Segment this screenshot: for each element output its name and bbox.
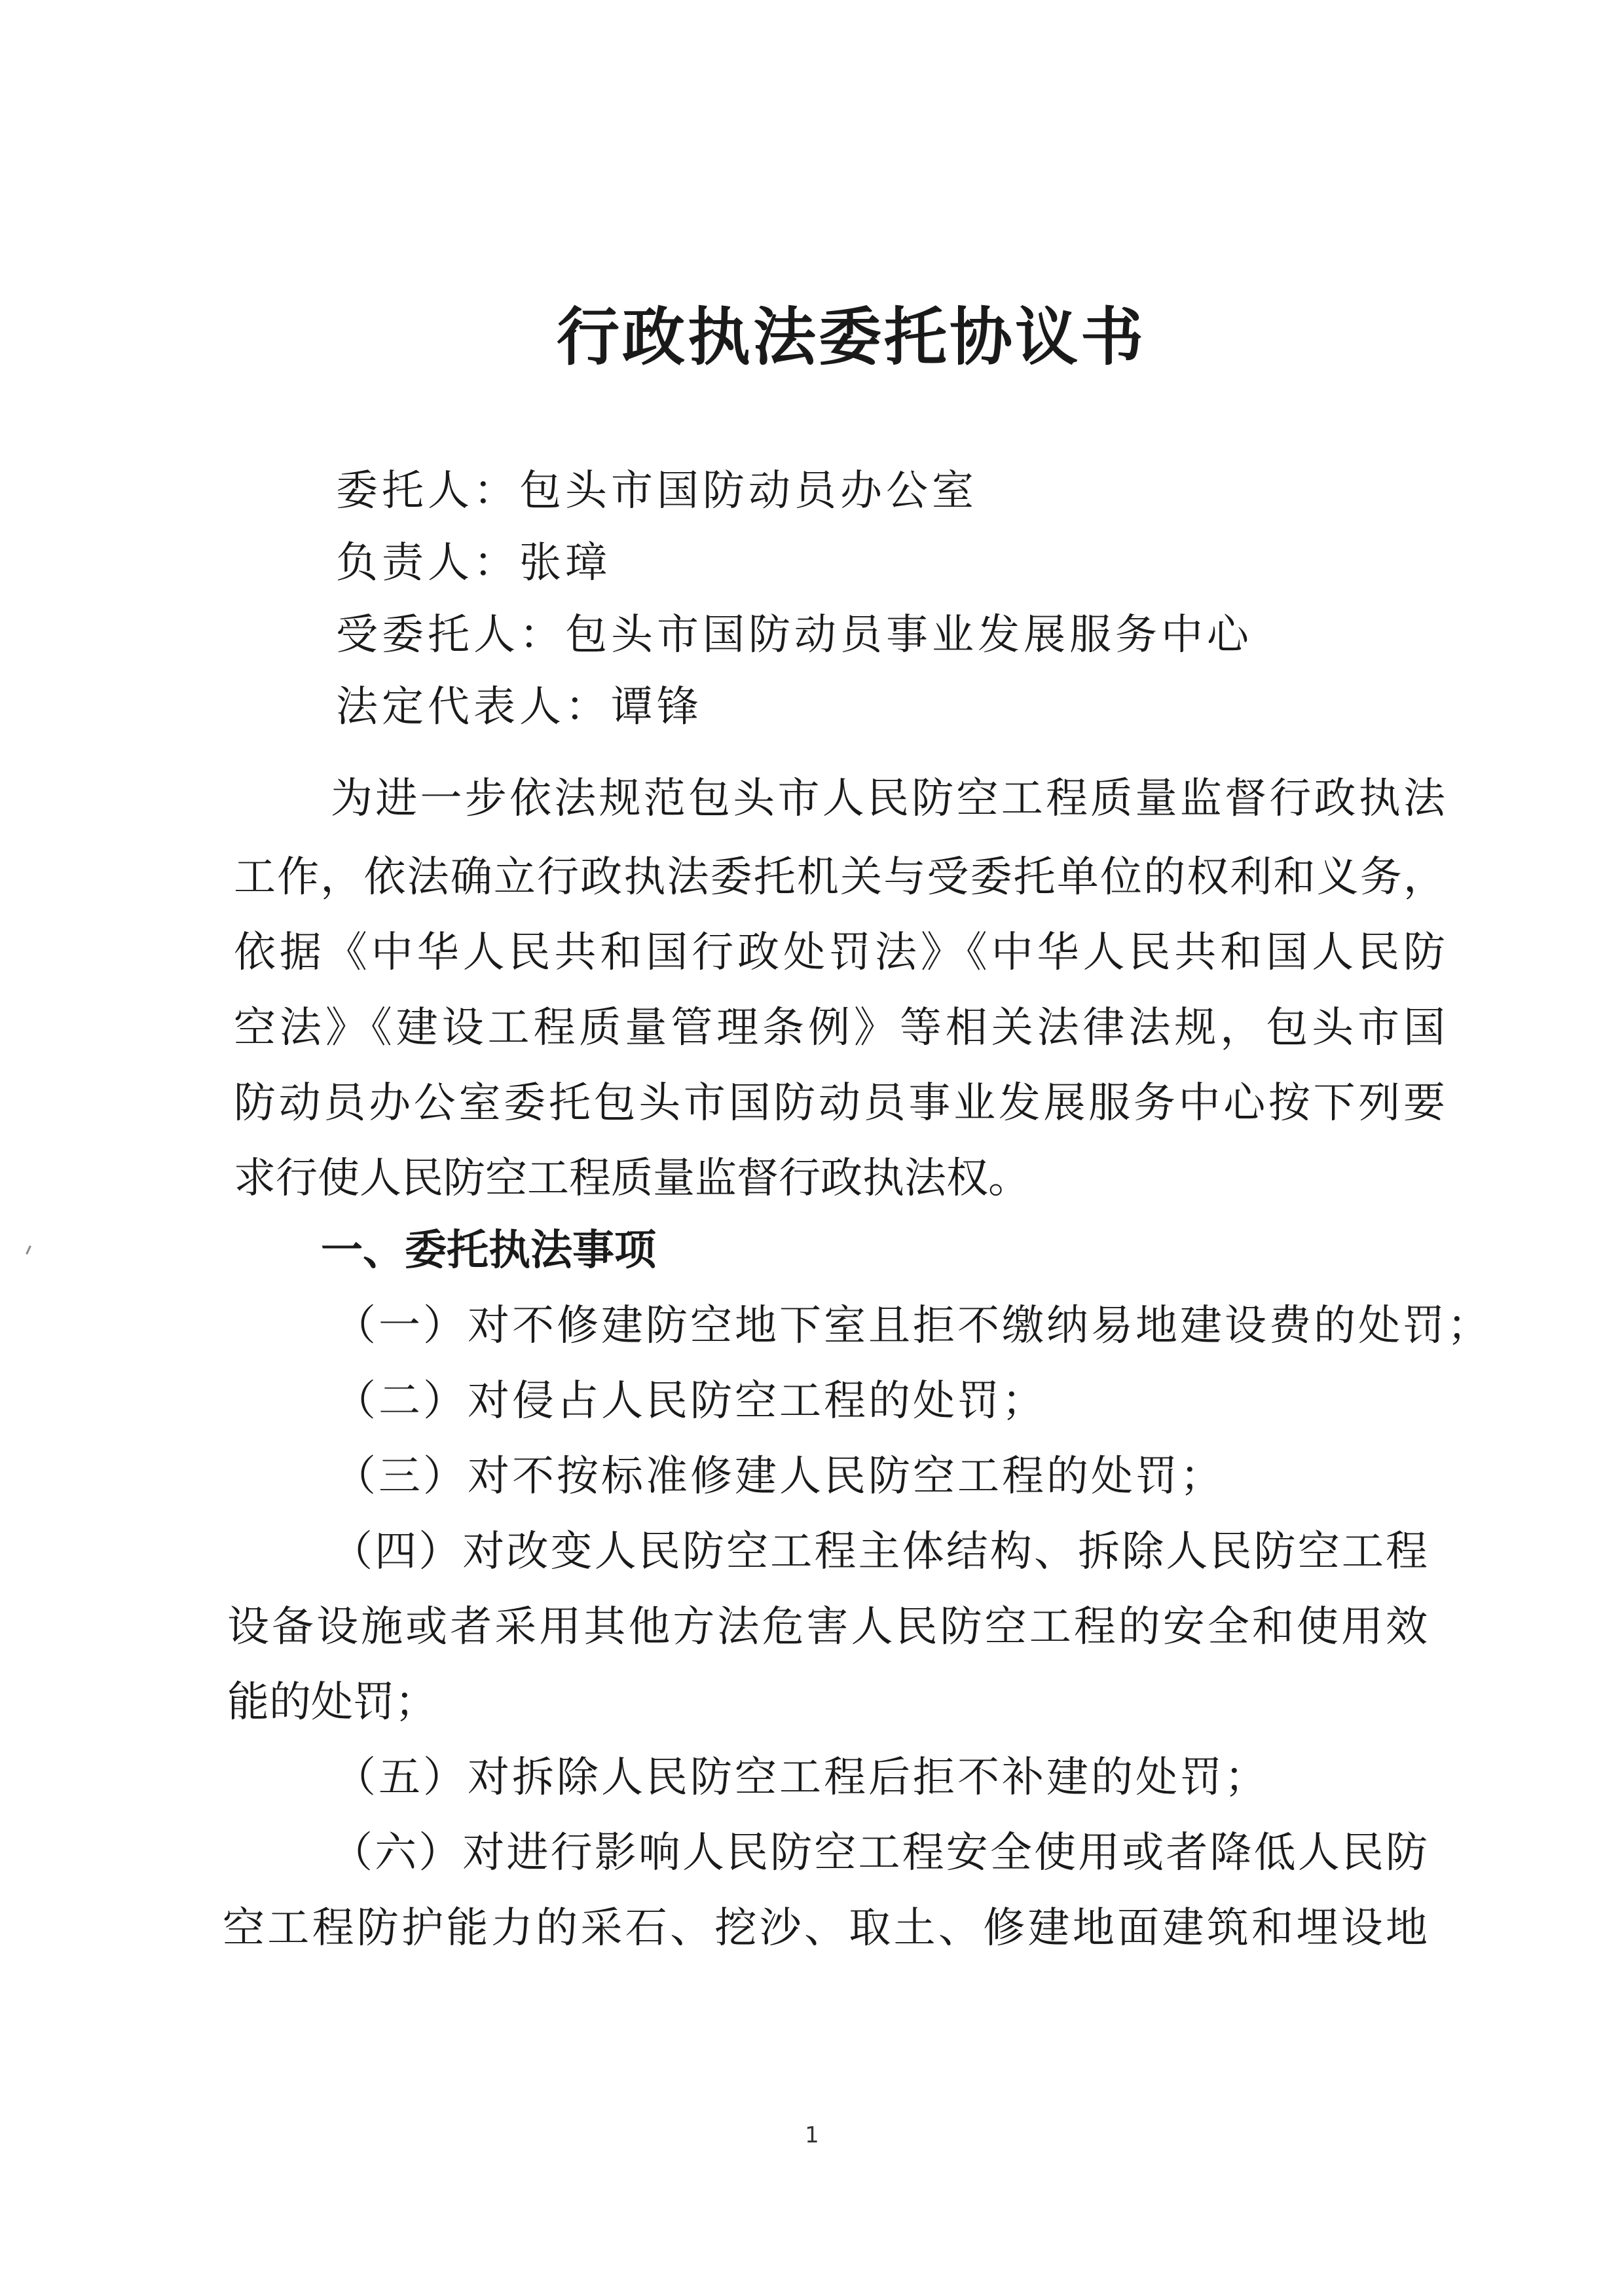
item-6-line-1: （六）对进行影响人民防空工程安全使用或者降低人民防 [331,1829,1428,1877]
item-5: （五）对拆除人民防空工程后拒不补建的处罚； [334,1753,1269,1802]
intro-line-6: 求行使人民防空工程质量监督行政执法权。 [234,1154,1030,1203]
party-entrusted-party: 受委托人：包头市国防动员事业发展服务中心 [336,611,1253,659]
document-title: 行政执法委托协议书 [557,300,1146,374]
page-number: 1 [805,2122,819,2148]
item-4-line-1: （四）对改变人民防空工程主体结构、拆除人民防空工程 [331,1528,1428,1576]
intro-line-1: 为进一步依法规范包头市人民防空工程质量监督行政执法 [331,775,1445,823]
section-heading: 一、委托执法事项 [321,1226,656,1275]
item-4-line-3: 能的处罚； [227,1678,437,1727]
item-4-line-2: 设备设施或者采用其他方法危害人民防空工程的安全和使用效 [227,1603,1428,1651]
item-2: （二）对侵占人民防空工程的处罚； [334,1377,1046,1425]
intro-line-3: 依据《中华人民共和国行政处罚法》《中华人民共和国人民防 [234,928,1445,977]
party-legal-representative: 法定代表人：谭锋 [336,683,703,731]
intro-line-5: 防动员办公室委托包头市国防动员事业发展服务中心按下列要 [234,1079,1445,1128]
party-responsible-person: 负责人：张璋 [336,539,611,587]
intro-line-4: 空法》《建设工程质量管理条例》等相关法律法规，包头市国 [234,1004,1445,1052]
item-3: （三）对不按标准修建人民防空工程的处罚； [334,1452,1225,1501]
item-6-line-2: 空工程防护能力的采石、挖沙、取土、修建地面建筑和埋设地 [223,1904,1428,1953]
intro-line-2: 工作，依法确立行政执法委托机关与受委托单位的权利和义务， [234,853,1445,902]
scan-speck [26,1245,31,1255]
item-1: （一）对不修建防空地下室且拒不缴纳易地建设费的处罚； [334,1302,1492,1350]
party-entrusting-party: 委托人：包头市国防动员办公室 [336,467,978,515]
